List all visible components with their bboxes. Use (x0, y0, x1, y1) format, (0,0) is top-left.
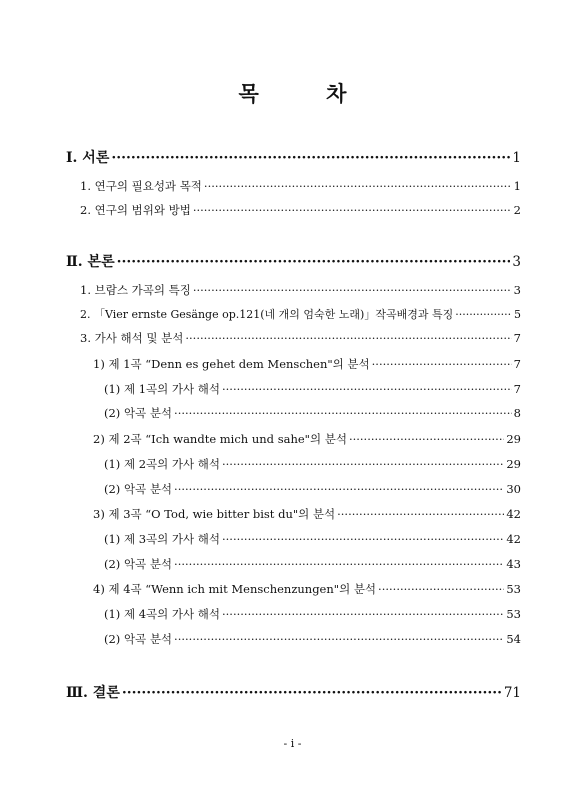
toc-entry-label: (2) 악곡 분석 (104, 632, 173, 646)
dot-leader (337, 507, 504, 521)
toc-entry-label: 2) 제 2곡 “Ich wandte mich und sahe"의 분석 (93, 432, 347, 446)
dot-leader (455, 308, 512, 321)
dot-leader (204, 179, 512, 193)
toc-entry-label: (1) 제 1곡의 가사 해석 (104, 382, 220, 396)
toc-entry-page: 3 (512, 254, 521, 270)
dot-leader (111, 150, 510, 166)
dot-leader (222, 457, 504, 471)
dot-leader (174, 406, 512, 420)
dot-leader (349, 432, 504, 446)
toc-entry-page: 3 (513, 283, 521, 297)
toc-entry-label: Ⅲ. 결론 (66, 685, 120, 701)
toc-entry-label: 2. 「Vier ernste Gesänge op.121(네 개의 엄숙한 노래)」작곡배경과 특징 (80, 308, 454, 321)
toc-entry[interactable] (93, 356, 521, 372)
toc-entry[interactable] (80, 282, 521, 298)
toc-entry[interactable] (80, 202, 521, 218)
dot-leader (222, 532, 504, 546)
toc-entry-label: (1) 제 2곡의 가사 해석 (104, 457, 220, 471)
toc-entry-label: 2. 연구의 범위와 방법 (80, 203, 191, 217)
page-title: 목 차 (238, 81, 377, 106)
toc-entry-label: (1) 제 4곡의 가사 해석 (104, 607, 220, 621)
toc-entry[interactable] (104, 381, 521, 397)
toc-entry-page: 1 (512, 150, 521, 166)
toc-entry-page: 29 (506, 457, 521, 471)
toc-entry-page: 53 (506, 582, 521, 596)
toc-entry-label: (2) 악곡 분석 (104, 482, 173, 496)
dot-leader (174, 482, 504, 496)
toc-entry-label: (2) 악곡 분석 (104, 406, 173, 420)
toc-entry-page: 29 (506, 432, 521, 446)
toc-entry-label: 3. 가사 해석 및 분석 (80, 331, 184, 345)
toc-entry-conclusion[interactable] (66, 682, 521, 702)
toc-entry[interactable] (104, 631, 521, 647)
toc-entry[interactable] (80, 330, 521, 346)
toc-entry-page: 42 (506, 507, 521, 521)
toc-entry[interactable] (93, 431, 521, 447)
dot-leader (185, 331, 511, 345)
toc-entry-page: 7 (513, 331, 521, 345)
toc-entry[interactable] (104, 405, 521, 421)
toc-entry[interactable] (80, 306, 521, 322)
dot-leader (174, 557, 504, 571)
dot-leader (193, 203, 512, 217)
toc-entry-label: (2) 악곡 분석 (104, 557, 173, 571)
toc-entry-page: 54 (506, 632, 521, 646)
toc-entry[interactable] (104, 531, 521, 547)
dot-leader (222, 607, 504, 621)
dot-leader (193, 283, 512, 297)
toc-entry-label: (1) 제 3곡의 가사 해석 (104, 532, 220, 546)
toc-entry-page: 30 (506, 482, 521, 496)
toc-entry-label: Ⅱ. 본론 (66, 254, 115, 270)
toc-entry-page: 1 (513, 179, 521, 193)
toc-entry-body[interactable] (66, 251, 521, 271)
toc-entry-label: Ⅰ. 서론 (66, 150, 110, 166)
toc-entry-page: 43 (506, 557, 521, 571)
toc-entry[interactable] (104, 606, 521, 622)
toc-entry-page: 71 (503, 685, 521, 701)
toc-entry-intro[interactable] (66, 147, 521, 167)
dot-leader (117, 254, 511, 270)
toc-entry-page: 42 (506, 532, 521, 546)
dot-leader (222, 382, 512, 396)
toc-entry[interactable] (104, 456, 521, 472)
toc-entry-page: 53 (506, 607, 521, 621)
toc-entry[interactable] (80, 178, 521, 194)
toc-entry-page: 8 (513, 406, 521, 420)
page-number-footer: - i - (283, 737, 302, 750)
toc-entry-label: 1. 연구의 필요성과 목적 (80, 179, 202, 193)
toc-entry-label: 4) 제 4곡 “Wenn ich mit Menschenzungen"의 분석 (93, 582, 377, 596)
toc-entry-label: 1. 브람스 가곡의 특징 (80, 283, 191, 297)
toc-entry-label: 1) 제 1곡 “Denn es gehet dem Menschen"의 분석 (93, 357, 370, 371)
toc-entry-page: 2 (513, 203, 521, 217)
toc-entry[interactable] (104, 556, 521, 572)
toc-entry[interactable] (93, 506, 521, 522)
toc-entry-page: 5 (514, 308, 521, 321)
toc-entry-page: 7 (513, 357, 521, 371)
toc-entry[interactable] (104, 481, 521, 497)
dot-leader (378, 582, 504, 596)
toc-entry-page: 7 (513, 382, 521, 396)
dot-leader (372, 357, 512, 371)
toc-entry[interactable] (93, 581, 521, 597)
dot-leader (122, 685, 502, 701)
dot-leader (174, 632, 504, 646)
toc-entry-label: 3) 제 3곡 “O Tod, wie bitter bist du"의 분석 (93, 507, 336, 521)
